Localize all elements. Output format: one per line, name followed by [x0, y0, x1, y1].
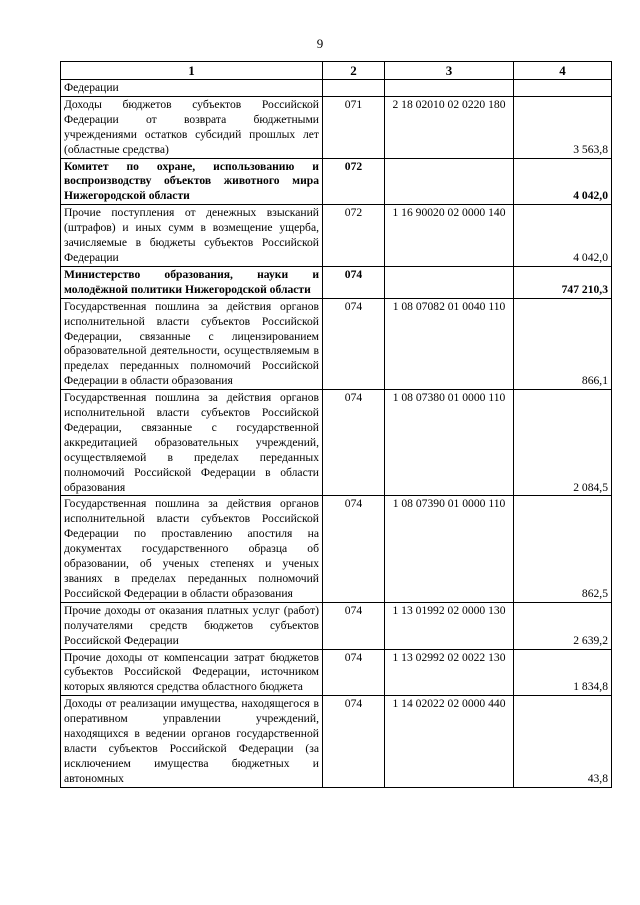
row-name-cell: Прочие доходы от компенсации затрат бюджетов субъектов Российской Федерации, источником которых являются средства областного бюджета [61, 649, 323, 696]
row-kbk-cell: 1 14 02022 02 0000 440 [385, 696, 514, 787]
row-code-cell: 074 [323, 649, 385, 696]
row-name-cell: Доходы от реализации имущества, находящегося в оперативном управлении учреждений, находящихся в ведении органов государственной власти субъектов Российской Федерации (за исключением имущества бюджетных и автономных [61, 696, 323, 787]
table-row [61, 496, 612, 602]
table-row [61, 390, 612, 496]
row-sum-cell: 4 042,0 [514, 158, 612, 205]
row-code-cell: 074 [323, 696, 385, 787]
header-col-4: 4 [514, 62, 612, 80]
row-kbk-cell: 1 13 02992 02 0022 130 [385, 649, 514, 696]
table-row [61, 298, 612, 389]
row-name-cell: Государственная пошлина за действия органов исполнительной власти субъектов Российской Федерации, связанные с лицензированием образовательной деятельности, осуществляемым в пределах переданных полномочий Российской Федерации в области образования [61, 298, 323, 389]
row-sum-cell: 43,8 [514, 696, 612, 787]
table-row [61, 96, 612, 158]
row-sum-cell: 747 210,3 [514, 266, 612, 298]
row-code-cell: 072 [323, 158, 385, 205]
table-row [61, 649, 612, 696]
row-code-cell: 074 [323, 298, 385, 389]
row-kbk-cell: 1 16 90020 02 0000 140 [385, 205, 514, 267]
row-code-cell: 074 [323, 266, 385, 298]
row-sum-cell: 2 084,5 [514, 390, 612, 496]
page-number: 9 [316, 36, 324, 51]
row-kbk-cell [385, 158, 514, 205]
row-kbk-cell: 1 08 07380 01 0000 110 [385, 390, 514, 496]
row-sum-cell: 1 834,8 [514, 649, 612, 696]
header-col-2: 2 [323, 62, 385, 80]
budget-revenue-table [60, 61, 612, 788]
row-name-cell: Доходы бюджетов субъектов Российской Федерации от возврата бюджетными учреждениями остатков субсидий прошлых лет (областные средства) [61, 96, 323, 158]
header-col-1: 1 [61, 62, 323, 80]
row-code-cell: 074 [323, 496, 385, 602]
row-name-cell: Государственная пошлина за действия органов исполнительной власти субъектов Российской Федерации, связанные с государственной аккредитацией образовательных учреждений, осуществляемой в пределах переданных полномочий Российской Федерации в области образования [61, 390, 323, 496]
row-kbk-cell [385, 80, 514, 97]
table-row [61, 158, 612, 205]
row-sum-cell: 2 639,2 [514, 602, 612, 649]
row-sum-cell: 4 042,0 [514, 205, 612, 267]
row-sum-cell [514, 80, 612, 97]
table-row [61, 205, 612, 267]
row-name-cell: Министерство образования, науки и молодёжной политики Нижегородской области [61, 266, 323, 298]
row-kbk-cell: 1 08 07082 01 0040 110 [385, 298, 514, 389]
row-name-cell: Прочие поступления от денежных взысканий (штрафов) и иных сумм в возмещение ущерба, зачисляемые в бюджеты субъектов Российской Федерации [61, 205, 323, 267]
row-name-cell: Государственная пошлина за действия органов исполнительной власти субъектов Российской Федерации по проставлению апостиля на документах государственного образца об образовании, об ученых степенях и ученых званиях в пределах переданных полномочий Российской Федерации в области образования [61, 496, 323, 602]
row-name-cell: Прочие доходы от оказания платных услуг (работ) получателями средств бюджетов субъектов Российской Федерации [61, 602, 323, 649]
row-name-cell: Комитет по охране, использованию и воспроизводству объектов животного мира Нижегородской области [61, 158, 323, 205]
row-sum-cell: 3 563,8 [514, 96, 612, 158]
table-row [61, 266, 612, 298]
row-name-cell: Федерации [61, 80, 323, 97]
row-kbk-cell: 2 18 02010 02 0220 180 [385, 96, 514, 158]
row-code-cell: 074 [323, 602, 385, 649]
table-row [61, 80, 612, 97]
row-code-cell: 071 [323, 96, 385, 158]
table-header-row [61, 62, 612, 80]
row-code-cell [323, 80, 385, 97]
row-kbk-cell: 1 08 07390 01 0000 110 [385, 496, 514, 602]
row-sum-cell: 866,1 [514, 298, 612, 389]
table-body [61, 80, 612, 788]
row-sum-cell: 862,5 [514, 496, 612, 602]
table-row [61, 602, 612, 649]
row-kbk-cell [385, 266, 514, 298]
row-code-cell: 072 [323, 205, 385, 267]
row-code-cell: 074 [323, 390, 385, 496]
table-row [61, 696, 612, 787]
header-col-3: 3 [385, 62, 514, 80]
row-kbk-cell: 1 13 01992 02 0000 130 [385, 602, 514, 649]
